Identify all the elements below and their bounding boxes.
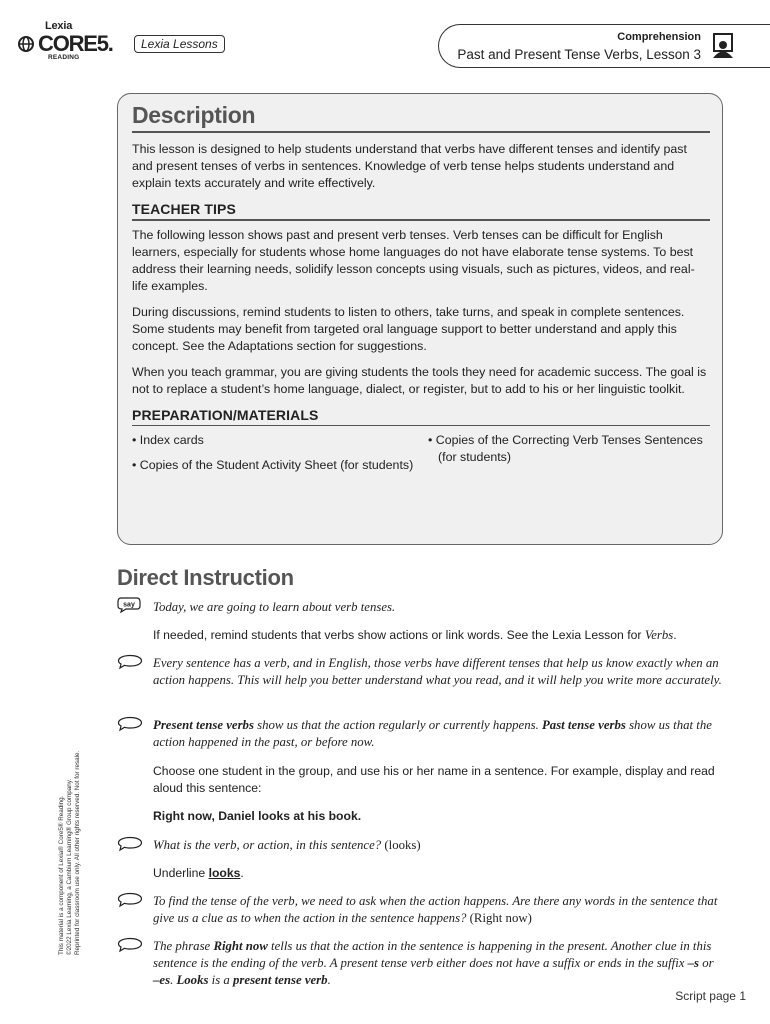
instruction-line: Choose one student in the group, and use his or her name in a sentence. For example, display and read aloud this sentence:	[153, 764, 715, 795]
teacher-icon	[711, 33, 735, 59]
speech-bubble-icon	[117, 654, 143, 670]
copyright-line: ©2022 Lexia Learning, a Cambium Learning® Group company.	[66, 778, 73, 955]
lesson-title-tab	[438, 24, 770, 68]
lexia-core5-logo	[18, 20, 238, 64]
speech-bubble-icon	[117, 836, 143, 852]
say-line: To find the tense of the verb, we need to ask when the action happens. Are there any words in the sentence that give us a clue as to when the action in the sentence happens? (Right now)	[153, 894, 718, 925]
teacher-tip: The following lesson shows past and present verb tenses. Verb tenses can be difficult for English learners, especially for students whose home languages do not have elaborate tense systems. To best address their learning needs, solidify lesson concepts using visuals, such as pictures, videos, and real-life examples.	[132, 227, 695, 293]
say-line: Every sentence has a verb, and in English, those verbs have different tenses that help us know exactly when an action happens. This will help you better understand what you read, and it will help you write more accurately.	[153, 656, 722, 687]
description-box	[117, 93, 723, 545]
divider	[132, 131, 710, 133]
materials-item: • Copies of the Correcting Verb Tenses Sentences (for students)	[428, 433, 703, 464]
speech-bubble-icon	[117, 892, 143, 908]
instruction-line: If needed, remind students that verbs show actions or link words. See the Lexia Lesson for Verbs.	[153, 628, 677, 642]
example-sentence: Right now, Daniel looks at his book.	[153, 809, 362, 823]
divider	[132, 425, 710, 427]
say-icon	[117, 597, 141, 613]
speech-bubble-icon	[117, 716, 143, 732]
brand-sub: READING	[48, 54, 80, 61]
page-number: Script page 1	[675, 989, 746, 1003]
materials-item: • Copies of the Student Activity Sheet (for students)	[132, 458, 414, 472]
copyright-line: This material is a component of Lexia® Core5® Reading.	[58, 795, 65, 955]
instruction-line: Underline looks.	[153, 866, 244, 880]
description-heading: Description	[132, 102, 256, 128]
description-intro: This lesson is designed to help students understand that verbs have different tenses and identify past and present tenses of verbs in sentences. Knowledge of verb tense helps students understand and explain texts accurately and write effectively.	[132, 142, 687, 190]
globe-icon	[18, 36, 34, 52]
materials-heading: PREPARATION/MATERIALS	[132, 406, 319, 423]
teacher-tips-heading: TEACHER TIPS	[132, 201, 236, 217]
svg-text:say: say	[123, 601, 135, 609]
lesson-title: Past and Present Tense Verbs, Lesson 3	[457, 47, 701, 62]
say-line: What is the verb, or action, in this sentence? (looks)	[153, 838, 421, 852]
divider	[132, 219, 710, 221]
say-line: The phrase Right now tells us that the action in the sentence is happening in the present. Another clue in this sentence is the ending of the verb. A present tense verb either does not have a suffix or ends in the suffix –s or –es. Looks is a present tense verb.	[153, 939, 714, 987]
materials-item: • Index cards	[132, 433, 204, 447]
copyright-notice	[58, 751, 82, 955]
materials-list	[132, 432, 710, 502]
copyright-line: Reprinted for classroom use only. All other rights reserved. Not for resale.	[74, 750, 81, 955]
brand-main: CORE5.	[38, 31, 113, 56]
brand-small: Lexia	[45, 20, 73, 32]
speech-bubble-icon	[117, 937, 143, 953]
teacher-tip: During discussions, remind students to listen to others, take turns, and speak in complete sentences. Some students may benefit from targeted oral language support to better understand and apply this concept. See the Adaptations section for suggestions.	[132, 304, 685, 353]
lesson-category: Comprehension	[617, 31, 701, 43]
teacher-tip: When you teach grammar, you are giving students the tools they need for academic success. The goal is not to replace a student’s home language, dialect, or register, but to add to his or her linguistic toolkit.	[132, 364, 707, 396]
direct-instruction-heading: Direct Instruction	[117, 565, 294, 590]
say-line: Present tense verbs show us that the action regularly or currently happens. Past tense verbs show us that the action happened in the past, or before now.	[153, 718, 712, 749]
say-line: Today, we are going to learn about verb tenses.	[153, 600, 396, 614]
lexia-lessons-badge: Lexia Lessons	[134, 35, 225, 53]
